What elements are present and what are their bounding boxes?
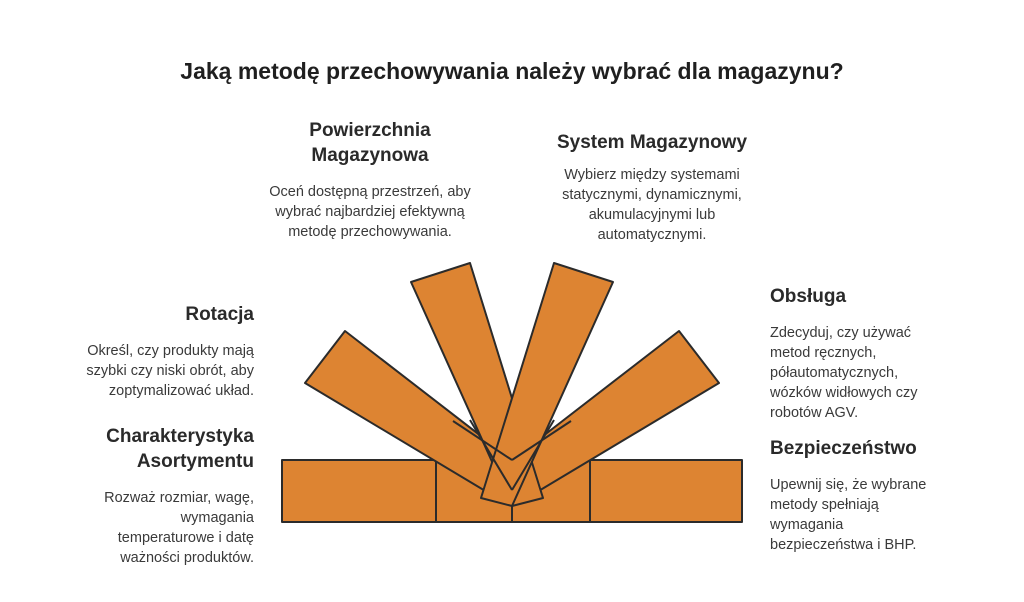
desc-line: wymagania [180, 510, 254, 526]
desc-line: Zdecyduj, czy używać [770, 325, 912, 341]
desc-line: bezpieczeństwa i BHP. [770, 537, 917, 553]
desc-line: Upewnij się, że wybrane [770, 477, 927, 493]
desc-line: Określ, czy produkty mają [87, 343, 254, 359]
bezpieczenstwo-description [770, 475, 990, 555]
rotacja-heading: Rotacja [185, 304, 254, 325]
section-rotacja [50, 302, 254, 401]
charakterystyka-heading [50, 424, 254, 474]
desc-line: Oceń dostępną przestrzeń, aby [269, 184, 471, 200]
powierzchnia-heading [248, 118, 492, 168]
desc-line: metod ręcznych, [770, 345, 877, 361]
desc-line: akumulacyjnymi lub [588, 207, 716, 223]
page-title: Jaką metodę przechowywania należy wybrać dla magazynu? [180, 58, 844, 84]
desc-line: wymagania [770, 517, 844, 533]
charakterystyka-heading-line1: Charakterystyka [106, 426, 254, 447]
desc-line: szybki czy niski obrót, aby [86, 363, 254, 379]
charakterystyka-heading-line2: Asortymentu [136, 451, 254, 472]
section-powierzchnia [248, 118, 492, 242]
desc-line: wózków widłowych czy [770, 385, 918, 401]
powierzchnia-heading-line1: Powierzchnia [309, 120, 431, 141]
obsluga-heading: Obsługa [770, 286, 847, 307]
charakterystyka-description [50, 488, 254, 568]
desc-line: robotów AGV. [770, 405, 859, 421]
desc-line: wybrać najbardziej efektywną [275, 204, 465, 220]
desc-line: ważności produktów. [120, 550, 254, 566]
bezpieczenstwo-heading: Bezpieczeństwo [770, 438, 917, 459]
section-system [530, 130, 774, 245]
powierzchnia-description [248, 182, 492, 242]
desc-line: Wybierz między systemami [564, 167, 740, 183]
desc-line: automatycznymi. [597, 227, 707, 243]
powierzchnia-heading-line2: Magazynowa [311, 145, 429, 166]
rotacja-description [50, 341, 254, 401]
section-obsluga [770, 284, 990, 423]
desc-line: statycznymi, dynamicznymi, [562, 187, 742, 203]
desc-line: Rozważ rozmiar, wagę, [104, 490, 254, 506]
desc-line: zoptymalizować układ. [108, 383, 254, 399]
obsluga-description [770, 323, 990, 423]
system-description [530, 165, 774, 245]
system-heading: System Magazynowy [556, 132, 748, 153]
section-bezpieczenstwo [770, 436, 990, 555]
desc-line: półautomatycznych, [770, 365, 899, 381]
desc-line: metody spełniają [770, 497, 879, 513]
desc-line: temperaturowe i datę [117, 530, 254, 546]
desc-line: metodę przechowywania. [288, 224, 452, 240]
section-charakterystyka [50, 424, 254, 568]
